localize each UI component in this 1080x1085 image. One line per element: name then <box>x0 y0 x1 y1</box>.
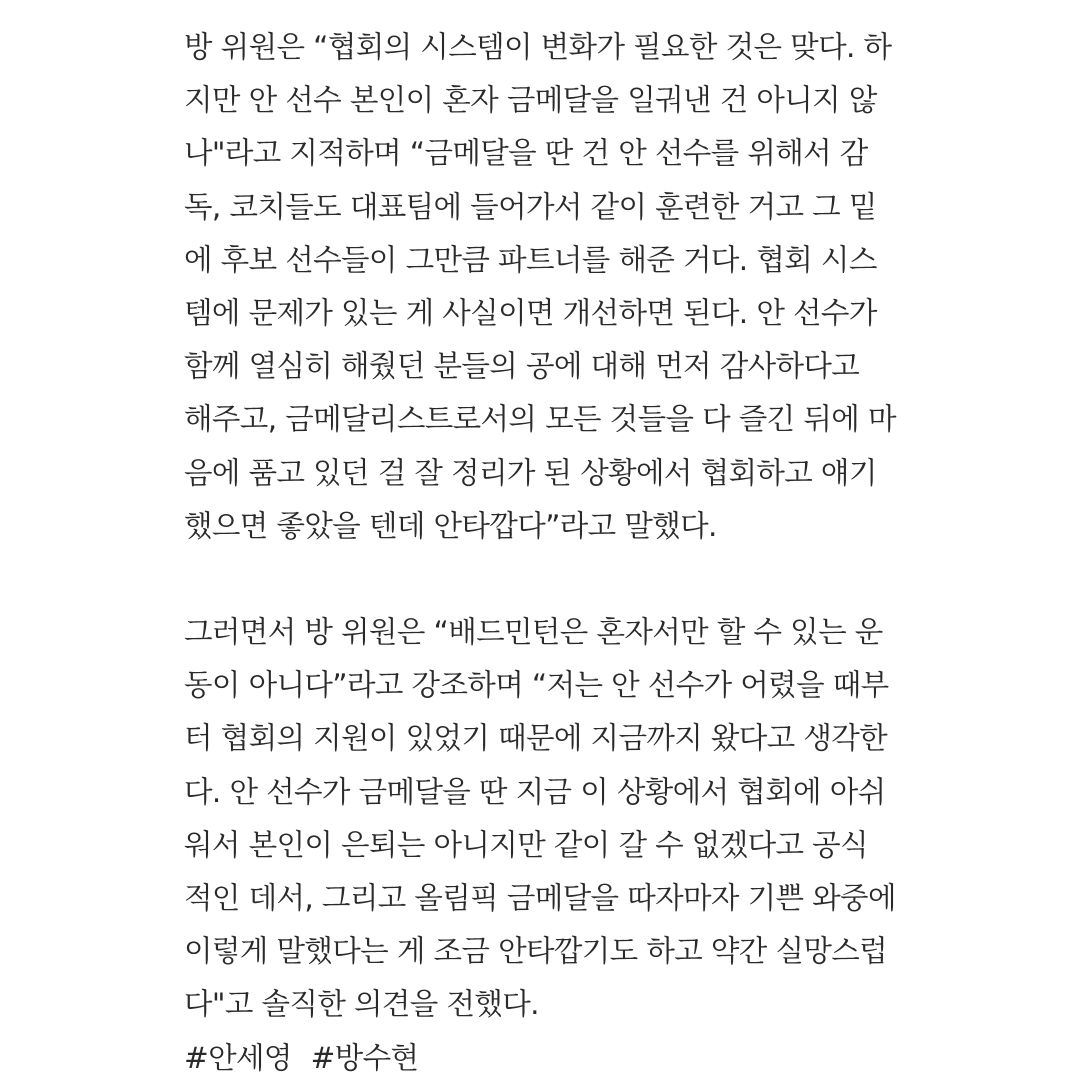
text-line: 지만 안 선수 본인이 혼자 금메달을 일궈낸 건 아니지 않 <box>184 83 877 118</box>
paragraph-1 <box>184 21 904 553</box>
paragraph-spacer <box>184 553 904 606</box>
text-line: 터 협회의 지원이 있었기 때문에 지금까지 왔다고 생각한 <box>184 721 888 756</box>
text-line: 다. 안 선수가 금메달을 딴 지금 이 상황에서 협회에 아쉬 <box>184 774 886 809</box>
text-line: 독, 코치들도 대표팀에 들어가서 같이 훈련한 거고 그 밑 <box>184 189 877 224</box>
paragraph-2 <box>184 606 904 1032</box>
text-line: 이렇게 말했다는 게 조금 안타깝기도 하고 약간 실망스럽 <box>184 934 888 969</box>
text-line: 에 후보 선수들이 그만큼 파트너를 해준 거다. 협회 시스 <box>184 242 877 277</box>
hashtag-link[interactable]: #안세영 <box>184 1040 292 1075</box>
text-line: 나"라고 지적하며 “금메달을 딴 건 안 선수를 위해서 감 <box>184 136 868 171</box>
text-line: 방 위원은 “협회의 시스템이 변화가 필요한 것은 맞다. 하 <box>184 30 892 64</box>
text-line: 음에 품고 있던 걸 잘 정리가 된 상황에서 협회하고 얘기 <box>184 455 877 490</box>
text-line: 해주고, 금메달리스트로서의 모든 것들을 다 즐긴 뒤에 마 <box>184 402 896 437</box>
text-line: 다"고 솔직한 의견을 전했다. <box>184 987 539 1022</box>
text-line: 워서 본인이 은퇴는 아니지만 같이 갈 수 없겠다고 공식 <box>184 827 868 862</box>
text-line: 적인 데서, 그리고 올림픽 금메달을 따자마자 기쁜 와중에 <box>184 881 896 915</box>
article-body <box>184 21 904 1085</box>
text-line: 템에 문제가 있는 게 사실이면 개선하면 된다. 안 선수가 <box>184 295 877 330</box>
text-line: 동이 아니다”라고 강조하며 “저는 안 선수가 어렸을 때부 <box>184 668 889 703</box>
text-line: 함께 열심히 해줬던 분들의 공에 대해 먼저 감사하다고 <box>184 349 860 384</box>
text-line: 그러면서 방 위원은 “배드민턴은 혼자서만 할 수 있는 운 <box>184 615 883 650</box>
hashtag-list <box>184 1032 904 1085</box>
text-line: 했으면 좋았을 텐데 안타깝다”라고 말했다. <box>184 508 717 543</box>
hashtag-link[interactable]: #방수현 <box>310 1040 419 1075</box>
